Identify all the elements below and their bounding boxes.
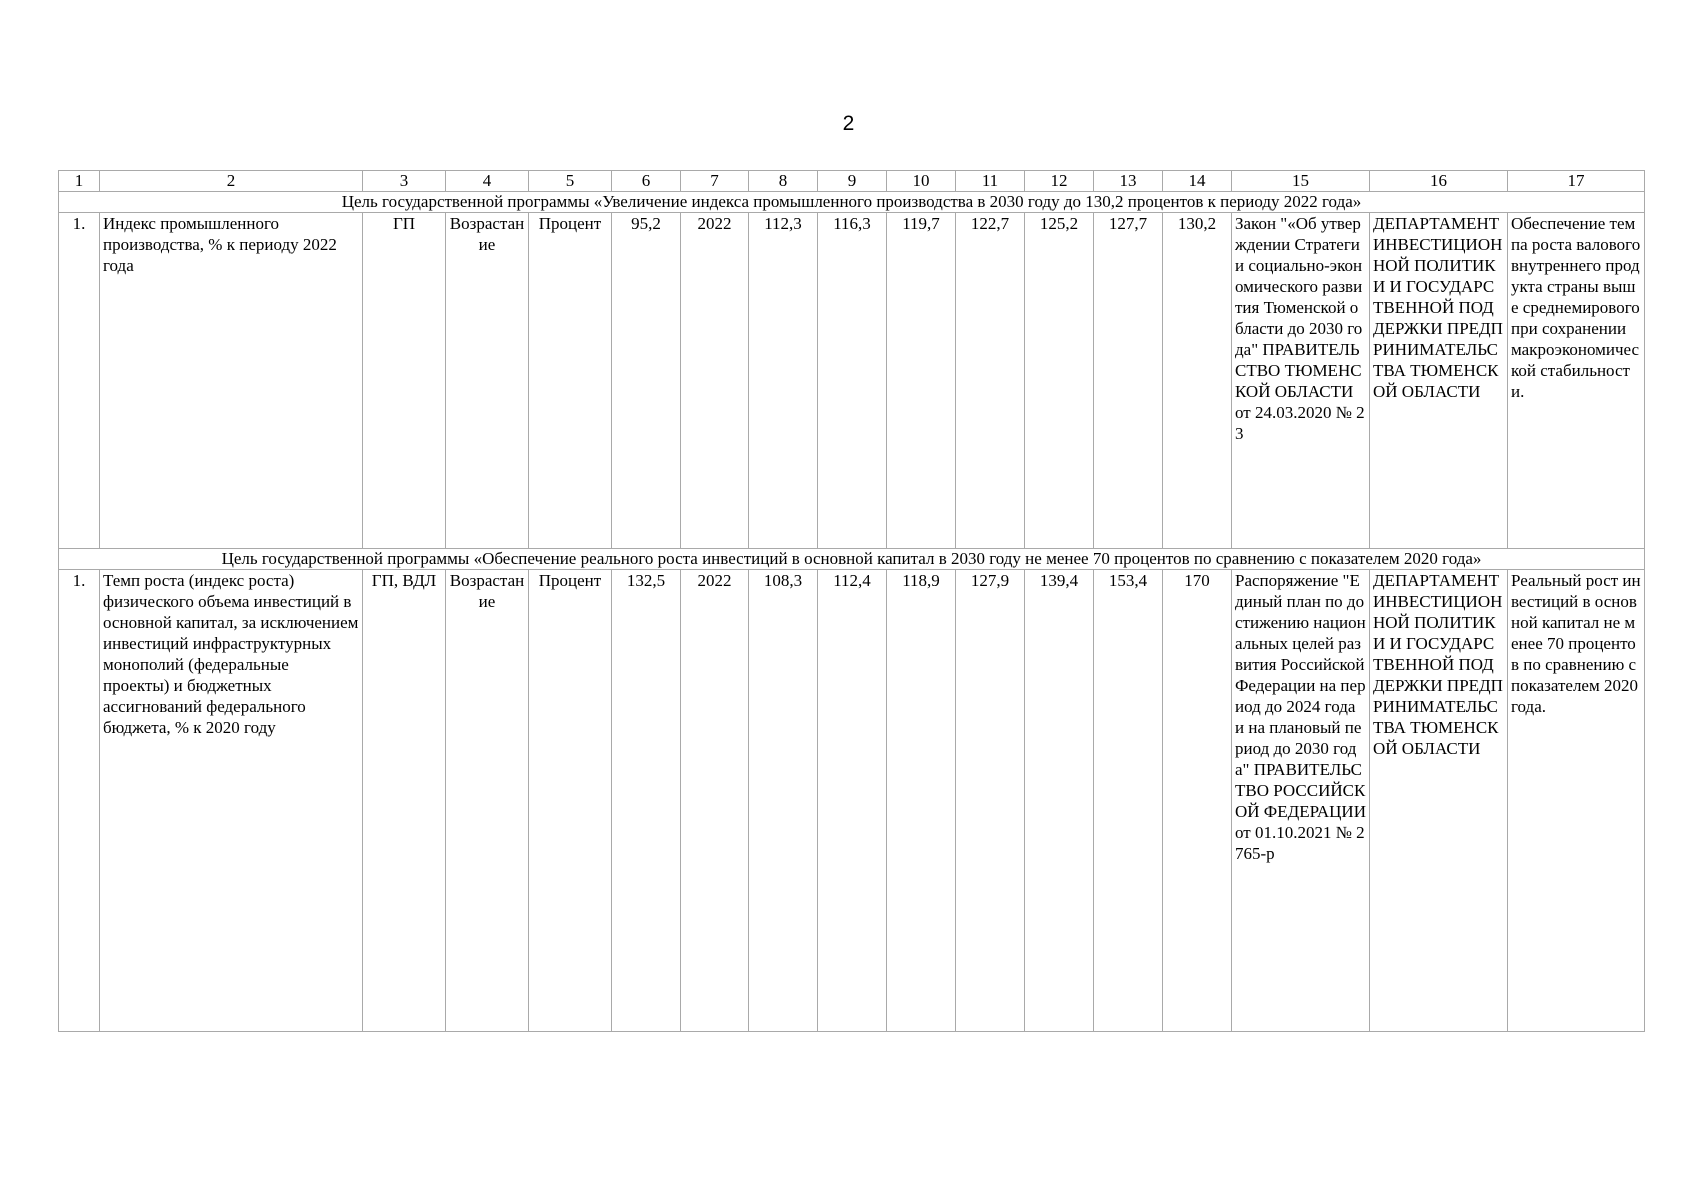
base-year: 2022 <box>681 570 749 1032</box>
year-value: 130,2 <box>1163 213 1232 549</box>
header-row <box>59 171 1645 192</box>
national-goal-link: Обеспечение темпа роста валового внутреннего продукта страны выше среднемирового при сохранении макроэкономической стабильности. <box>1508 213 1645 549</box>
year-value: 139,4 <box>1025 570 1094 1032</box>
header-cell: 11 <box>956 171 1025 192</box>
goal-title: Цель государственной программы «Увеличение индекса промышленного производства в 2030 году до 130,2 процентов к периоду 2022 года» <box>59 192 1645 213</box>
base-value: 132,5 <box>612 570 681 1032</box>
header-cell: 16 <box>1370 171 1508 192</box>
year-value: 127,7 <box>1094 213 1163 549</box>
indicator-unit: Процент <box>529 570 612 1032</box>
header-cell: 14 <box>1163 171 1232 192</box>
indicators-table <box>58 170 1645 1032</box>
table-row <box>59 570 1645 1032</box>
table-row <box>59 213 1645 549</box>
indicator-direction: Возрастание <box>446 570 529 1032</box>
header-cell: 3 <box>363 171 446 192</box>
header-cell: 12 <box>1025 171 1094 192</box>
responsible-body: ДЕПАРТАМЕНТ ИНВЕСТИЦИОННОЙ ПОЛИТИКИ И ГОСУДАРСТВЕННОЙ ПОДДЕРЖКИ ПРЕДПРИНИМАТЕЛЬСТВА ТЮМЕНСКОЙ ОБЛАСТИ <box>1370 570 1508 1032</box>
goal-row <box>59 549 1645 570</box>
header-cell: 13 <box>1094 171 1163 192</box>
header-cell: 1 <box>59 171 100 192</box>
header-cell: 6 <box>612 171 681 192</box>
year-value: 116,3 <box>818 213 887 549</box>
header-cell: 15 <box>1232 171 1370 192</box>
indicator-level: ГП, ВДЛ <box>363 570 446 1032</box>
header-cell: 9 <box>818 171 887 192</box>
row-number: 1. <box>59 570 100 1032</box>
year-value: 127,9 <box>956 570 1025 1032</box>
header-cell: 8 <box>749 171 818 192</box>
year-value: 112,3 <box>749 213 818 549</box>
header-cell: 17 <box>1508 171 1645 192</box>
header-cell: 5 <box>529 171 612 192</box>
year-value: 119,7 <box>887 213 956 549</box>
indicator-name: Темп роста (индекс роста) физического объема инвестиций в основной капитал, за исключением инвестиций инфраструктурных монополий (федеральные проекты) и бюджетных ассигнований федерального бюджета, % к 2020 году <box>100 570 363 1032</box>
goal-title: Цель государственной программы «Обеспечение реального роста инвестиций в основной капитал в 2030 году не менее 70 процентов по сравнению с показателем 2020 года» <box>59 549 1645 570</box>
year-value: 122,7 <box>956 213 1025 549</box>
row-number: 1. <box>59 213 100 549</box>
header-cell: 7 <box>681 171 749 192</box>
indicator-level: ГП <box>363 213 446 549</box>
year-value: 170 <box>1163 570 1232 1032</box>
indicator-unit: Процент <box>529 213 612 549</box>
goal-row <box>59 192 1645 213</box>
indicator-direction: Возрастание <box>446 213 529 549</box>
year-value: 108,3 <box>749 570 818 1032</box>
indicator-name: Индекс промышленного производства, % к периоду 2022 года <box>100 213 363 549</box>
year-value: 118,9 <box>887 570 956 1032</box>
responsible-body: ДЕПАРТАМЕНТ ИНВЕСТИЦИОННОЙ ПОЛИТИКИ И ГОСУДАРСТВЕННОЙ ПОДДЕРЖКИ ПРЕДПРИНИМАТЕЛЬСТВА ТЮМЕНСКОЙ ОБЛАСТИ <box>1370 213 1508 549</box>
base-value: 95,2 <box>612 213 681 549</box>
legal-document: Закон "«Об утверждении Стратегии социально-экономического развития Тюменской области до 2030 года" ПРАВИТЕЛЬСТВО ТЮМЕНСКОЙ ОБЛАСТИ от 24.03.2020 № 23 <box>1232 213 1370 549</box>
year-value: 112,4 <box>818 570 887 1032</box>
base-year: 2022 <box>681 213 749 549</box>
national-goal-link: Реальный рост инвестиций в основной капитал не менее 70 процентов по сравнению с показателем 2020 года. <box>1508 570 1645 1032</box>
year-value: 125,2 <box>1025 213 1094 549</box>
header-cell: 2 <box>100 171 363 192</box>
header-cell: 4 <box>446 171 529 192</box>
year-value: 153,4 <box>1094 570 1163 1032</box>
header-cell: 10 <box>887 171 956 192</box>
page-number: 2 <box>842 112 855 135</box>
legal-document: Распоряжение "Единый план по достижению национальных целей развития Российской Федерации на период до 2024 года и на плановый период до 2030 года" ПРАВИТЕЛЬСТВО РОССИЙСКОЙ ФЕДЕРАЦИИ от 01.10.2021 № 2765-р <box>1232 570 1370 1032</box>
